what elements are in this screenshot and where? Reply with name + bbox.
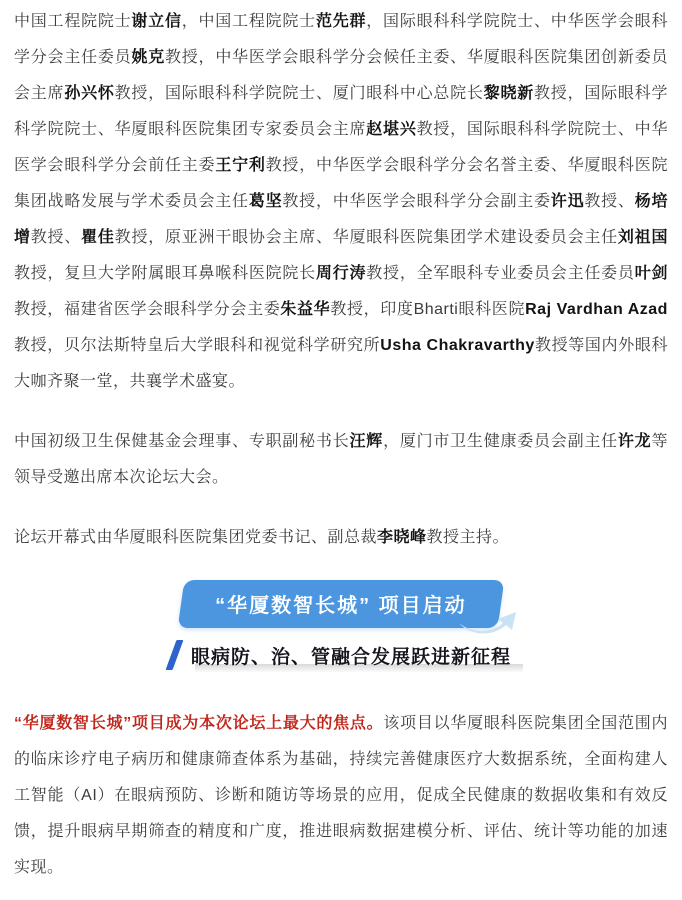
banner-shape: [178, 580, 504, 628]
paragraph-project-focus: “华厦数智长城”项目成为本次论坛上最大的焦点。该项目以华厦眼科医院集团全国范围内的临床诊疗电子病历和健康筛查体系为基础，持续完善健康医疗大数据系统，全面构建人工智能（AI）在眼病预防、诊断和随访等场景的应用，促成全民健康的数据收集和有效反馈，提升眼病早期筛查的精度和广度，推进眼病数据建模分析、评估、统计等功能的加速实现。: [14, 715, 668, 876]
section-headline-text: 眼病防、治、管融合发展跃进新征程: [191, 642, 511, 669]
banner-label: “华厦数智长城” 项目启动: [215, 595, 467, 617]
project-banner-row: [14, 580, 668, 628]
paragraph-officials: 中国初级卫生保健基金会理事、专职副秘书长汪辉，厦门市卫生健康委员会副主任许龙等领导受邀出席本次论坛大会。: [14, 433, 668, 486]
section-headline: [14, 640, 668, 670]
swoosh-arrow-icon: [457, 605, 519, 637]
paragraph-host: 论坛开幕式由华厦眼科医院集团党委书记、副总裁李晓峰教授主持。: [14, 529, 510, 546]
slash-icon: [166, 640, 184, 670]
paragraph-attendees: 中国工程院院士谢立信，中国工程院院士范先群，国际眼科科学院院士、中华医学会眼科学分会主任委员姚克教授，中华医学会眼科学分会候任主委、华厦眼科医院集团创新委员会主席孙兴怀教授，国际眼科科学院院士、厦门眼科中心总院长黎晓新教授，国际眼科学科学院院士、华厦眼科医院集团专家委员会主席赵堪兴教授，国际眼科科学院院士、中华医学会眼科学分会前任主委王宁利教授，中华医学会眼科学分会名誉主委、华厦眼科医院集团战略发展与学术委员会主任葛坚教授，中华医学会眼科学分会副主委许迅教授、杨培增教授、瞿佳教授，原亚洲干眼协会主席、华厦眼科医院集团学术建设委员会主任刘祖国教授，复旦大学附属眼耳鼻喉科医院院长周行涛教授，全军眼科专业委员会主任委员叶剑教授，福建省医学会眼科学分会主委朱益华教授，印度Bharti眼科医院Raj Vardhan Azad教授，贝尔法斯特皇后大学眼科和视觉科学研究所Usha Chakravarthy教授等国内外眼科大咖齐聚一堂，共襄学术盛宴。: [14, 13, 668, 390]
project-banner: [181, 580, 501, 628]
